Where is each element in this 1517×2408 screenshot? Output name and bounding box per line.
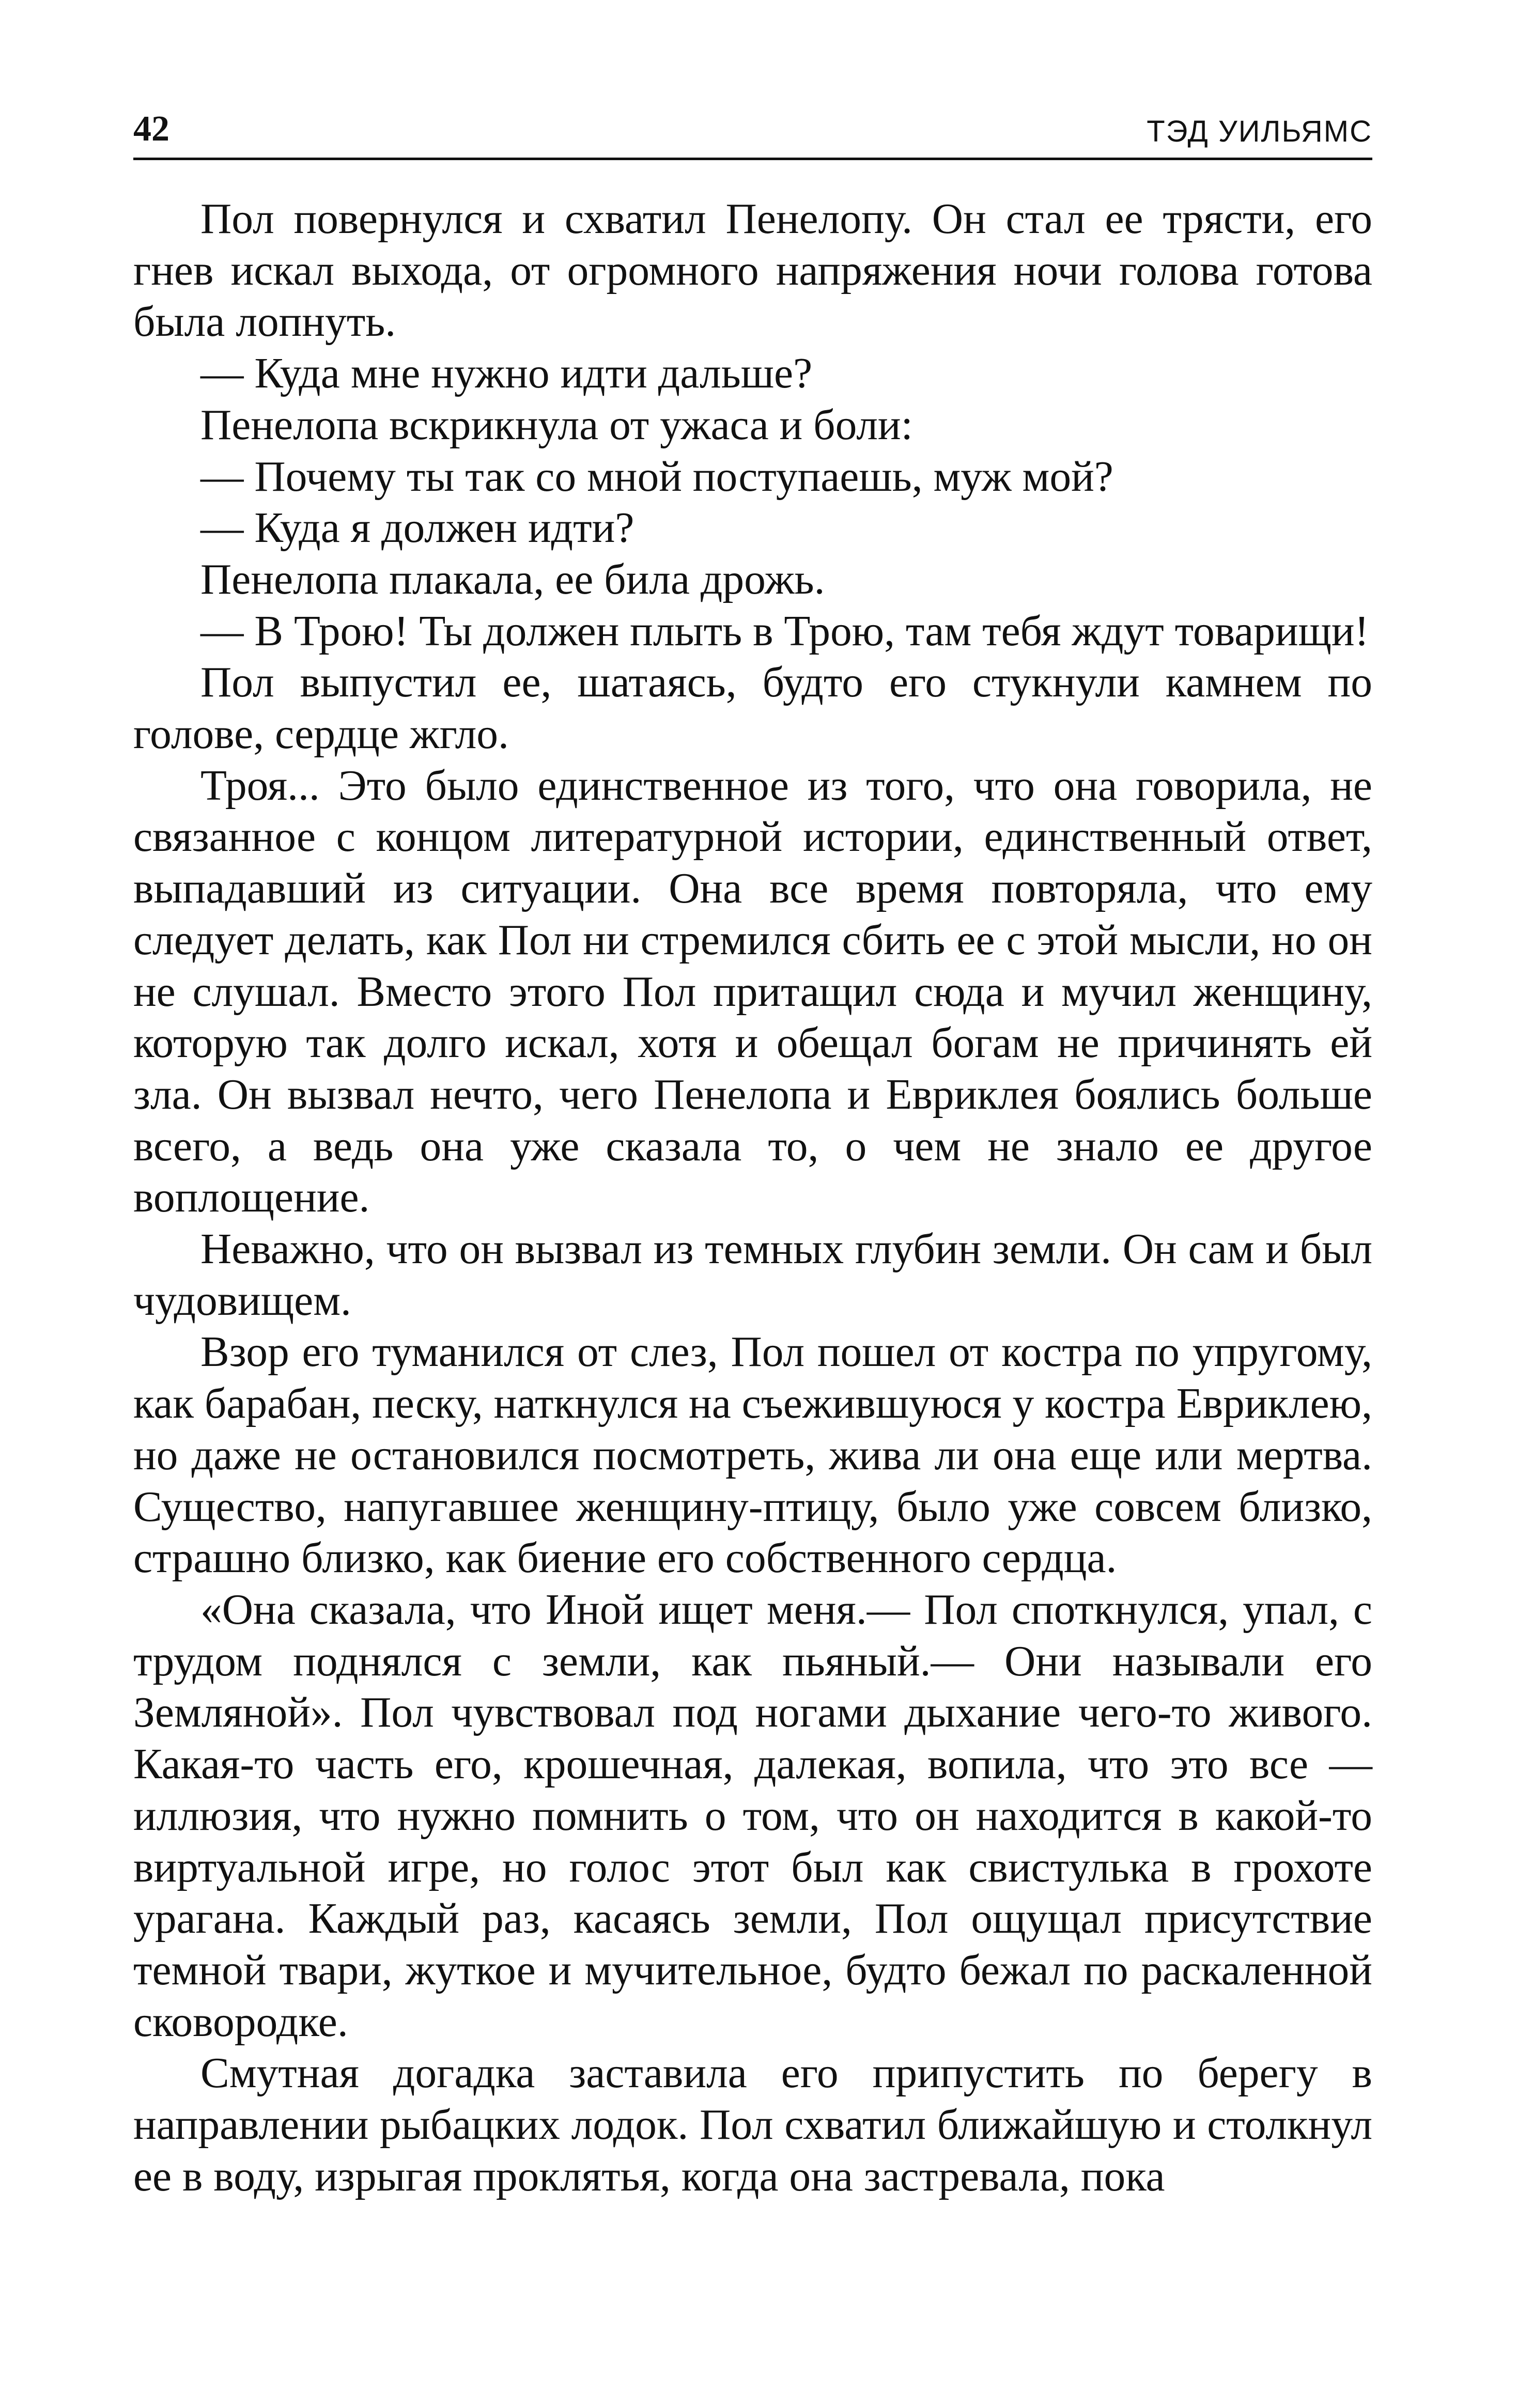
paragraph: — Куда мне нужно идти дальше? <box>200 350 813 398</box>
page-number: 42 <box>133 109 169 149</box>
book-page <box>133 106 1372 2202</box>
paragraph: Пол выпустил ее, шатаясь, будто его стукнули камнем по голове, сердце жгло. <box>133 659 1372 758</box>
paragraph: — Куда я должен идти? <box>200 504 634 552</box>
running-title: ТЭД УИЛЬЯМС <box>1147 115 1372 148</box>
paragraph: Пенелопа вскрикнула от ужаса и боли: <box>200 401 913 449</box>
paragraph: Неважно, что он вызвал из темных глубин земли. Он сам и был чудовищем. <box>133 1225 1372 1325</box>
page-header <box>133 106 1372 160</box>
paragraph: Троя... Это было единственное из того, что она говорила, не связанное с концом литературной истории, единственный ответ, выпадавший из ситуации. Она все время повторяла, что ему следует делать, как Пол ни стремился сбить ее с этой мысли, но он не слушал. Вместо этого Пол притащил сюда и мучил женщину, которую так долго искал, хотя и обещал богам не причинять ей зла. Он вызвал нечто, чего Пенелопа и Евриклея боялись больше всего, а ведь она уже сказала то, о чем не знало ее другое воплощение. <box>133 762 1372 1222</box>
paragraph: Пол повернулся и схватил Пенелопу. Он стал ее трясти, его гнев искал выхода, от огромного напряжения ночи голова готова была лопнуть. <box>133 195 1372 346</box>
paragraph: Смутная догадка заставила его припустить по берегу в направлении рыбацких лодок. Пол схватил ближайшую и столкнул ее в воду, изрыгая проклятья, когда она застревала, пока <box>133 2049 1372 2200</box>
page-body <box>133 194 1372 2202</box>
paragraph: Пенелопа плакала, ее била дрожь. <box>200 555 825 603</box>
paragraph: Взор его туманился от слез, Пол пошел от костра по упругому, как барабан, песку, наткнулся на съежившуюся у костра Евриклею, но даже не остановился посмотреть, жива ли она еще или мертва. Существо, напугавшее женщину-птицу, было уже совсем близко, страшно близко, как биение его собственного сердца. <box>133 1328 1372 1582</box>
paragraph: — В Трою! Ты должен плыть в Трою, там тебя ждут товарищи! <box>200 607 1369 655</box>
paragraph: «Она сказала, что Иной ищет меня.— Пол споткнулся, упал, с трудом поднялся с земли, как пьяный.— Они называли его Земляной». Пол чувствовал под ногами дыхание чего-то живого. Какая-то часть его, крошечная, далекая, вопила, что это все — иллюзия, что нужно помнить о том, что он находится в какой-то виртуальной игре, но голос этот был как свистулька в грохоте урагана. Каждый раз, касаясь земли, Пол ощущал присутствие темной твари, жуткое и мучительное, будто бежал по раскаленной сковородке. <box>133 1586 1372 2046</box>
paragraph: — Почему ты так со мной поступаешь, муж мой? <box>200 453 1113 501</box>
